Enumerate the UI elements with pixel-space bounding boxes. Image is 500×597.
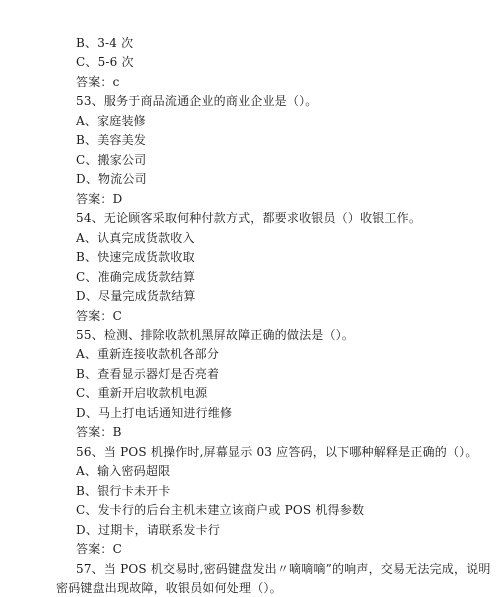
option-b: B、3-4 次 (76, 36, 134, 50)
option-c: C、重新开启收款机电源 (76, 386, 208, 400)
option-c: C、发卡行的后台主机未建立该商户或 POS 机得参数 (76, 503, 365, 517)
option-a: A、认真完成货款收入 (76, 231, 195, 245)
option-d: D、马上打电话通知进行维修 (76, 406, 233, 420)
option-b: B、银行卡未开卡 (76, 484, 171, 498)
option-d: D、物流公司 (76, 172, 147, 186)
option-c: C、5-6 次 (76, 55, 134, 69)
question-57-continued: 密码键盘出现故障，收银员如何处理（）。 (56, 581, 282, 595)
question-57: 57、当 POS 机交易时,密码键盘发出〃嘀嘀嘀”的响声，交易无法完成，说明 (76, 562, 491, 576)
option-c: C、准确完成货款结算 (76, 270, 196, 284)
option-d: D、过期卡，请联系发卡行 (76, 523, 221, 537)
answer: 答案：c (76, 75, 120, 89)
answer: 答案：C (76, 309, 122, 323)
answer: 答案：C (76, 542, 122, 556)
question-56: 56、当 POS 机操作时,屏幕显示 03 应答码，以下哪种解释是正确的（）。 (76, 445, 478, 459)
question-53: 53、服务于商品流通企业的商业企业是（）。 (76, 94, 318, 108)
answer: 答案：D (76, 192, 123, 206)
question-54: 54、无论顾客采取何种付款方式，都要求收银员（）收银工作。 (76, 211, 422, 225)
option-d: D、尽量完成货款结算 (76, 289, 196, 303)
option-b: B、查看显示器灯是否亮着 (76, 367, 220, 381)
answer: 答案：B (76, 425, 122, 439)
option-b: B、美容美发 (76, 133, 147, 147)
option-c: C、搬家公司 (76, 153, 147, 167)
question-55: 55、检测、排除收款机黑屏故障正确的做法是（）。 (76, 328, 355, 342)
option-a: A、家庭装修 (76, 114, 146, 128)
option-b: B、快速完成货款收取 (76, 250, 195, 264)
option-a: A、输入密码超限 (76, 464, 171, 478)
option-a: A、重新连接收款机各部分 (76, 347, 220, 361)
